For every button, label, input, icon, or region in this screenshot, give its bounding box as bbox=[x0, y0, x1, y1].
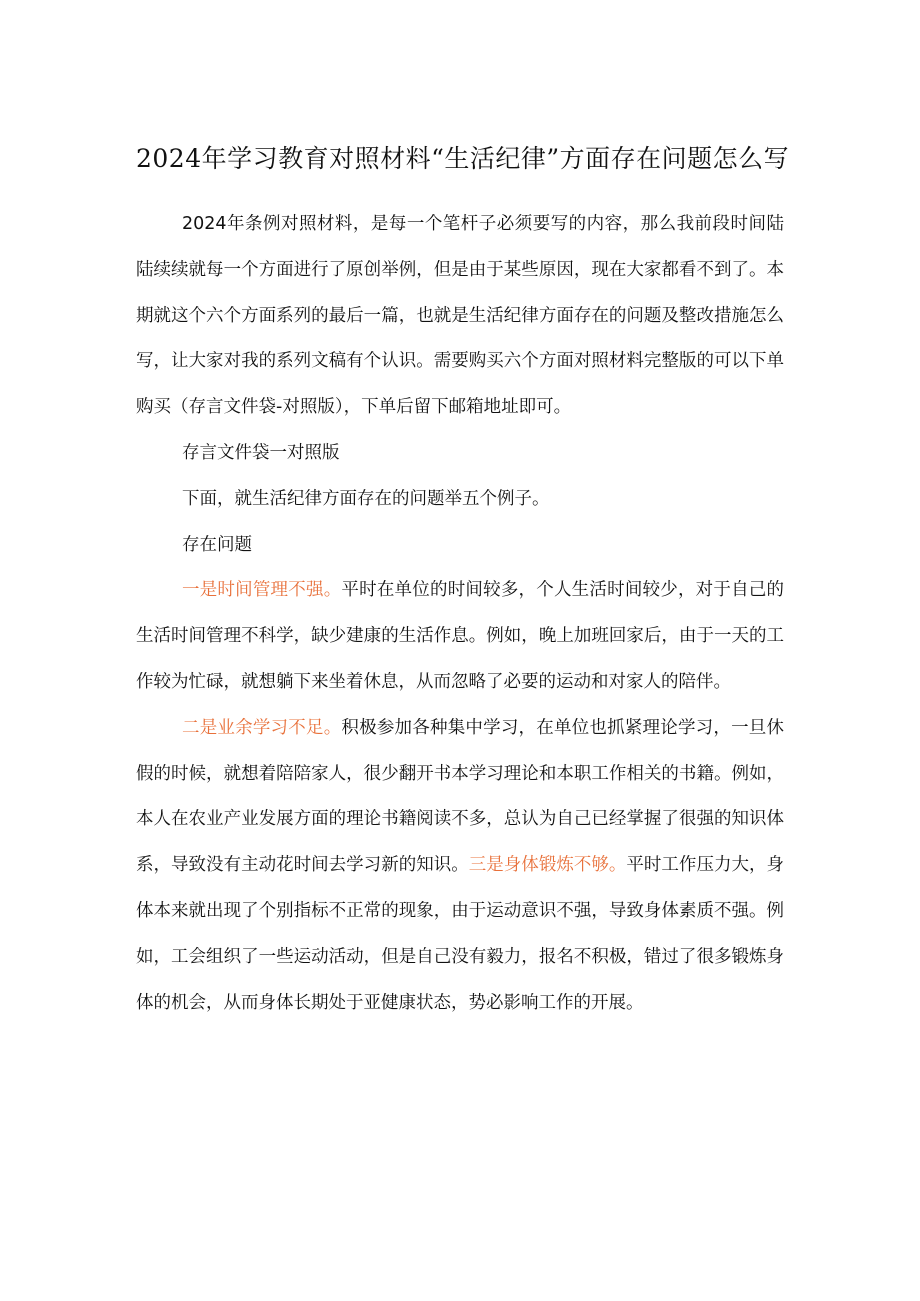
shop-line: 存言文件袋一对照版 bbox=[182, 442, 340, 463]
problem-2-text: 积极参加各种集中学习，在单位也抓紧理论学习，一旦休假的时候，就想着陪陪家人，很少翻开书本学习理论和本职工作相关的书籍。例如，本人在农业产业发展方面的理论书籍阅读不多，总认为自己已经掌握了很强的知识体系，导致没有主动花时间去学习新的知识。 bbox=[136, 717, 785, 876]
problem-paragraph-1 bbox=[136, 568, 784, 705]
problem-3-text: 平时工作压力大，身体本来就出现了个别指标不正常的现象，由于运动意识不强，导致身体素质不强。例如，工会组织了一些运动活动，但是自己没有毅力，报名不积极，错过了很多锻炼身体的机会，从而身体长期处于亚健康状态，势必影响工作的开展。 bbox=[136, 855, 785, 1013]
problem-2-heading: 二是业余学习不足。 bbox=[182, 717, 342, 738]
document-body bbox=[136, 202, 784, 1026]
problem-1-text: 平时在单位的时间较多，个人生活时间较少，对于自己的生活时间管理不科学，缺少建康的生活作息。例如，晚上加班回家后，由于一天的工作较为忙碌，就想躺下来坐着休息，从而忽略了必要的运动和对家人的陪伴。 bbox=[136, 580, 785, 692]
document-title: 2024年学习教育对照材料“生活纪律”方面存在问题怎么写 bbox=[136, 144, 790, 173]
problem-1-heading: 一是时间管理不强。 bbox=[182, 580, 342, 601]
problem-paragraph-2 bbox=[136, 706, 784, 1027]
intro-paragraph: 2024年条例对照材料，是每一个笔杆子必须要写的内容，那么我前段时间陆陆续续就每一个方面进行了原创举例，但是由于某些原因，现在大家都看不到了。本期就这个六个方面系列的最后一篇，也就是生活纪律方面存在的问题及整改措施怎么写，让大家对我的系列文稿有个认识。需要购买六个方面对照材料完整版的可以下单购买（存言文件袋-对照版），下单后留下邮箱地址即可。 bbox=[136, 214, 784, 418]
lead-in-paragraph: 下面，就生活纪律方面存在的问题举五个例子。 bbox=[182, 488, 550, 509]
section-heading: 存在问题 bbox=[182, 534, 252, 555]
problem-3-heading: 三是身体锻炼不够。 bbox=[468, 855, 627, 876]
